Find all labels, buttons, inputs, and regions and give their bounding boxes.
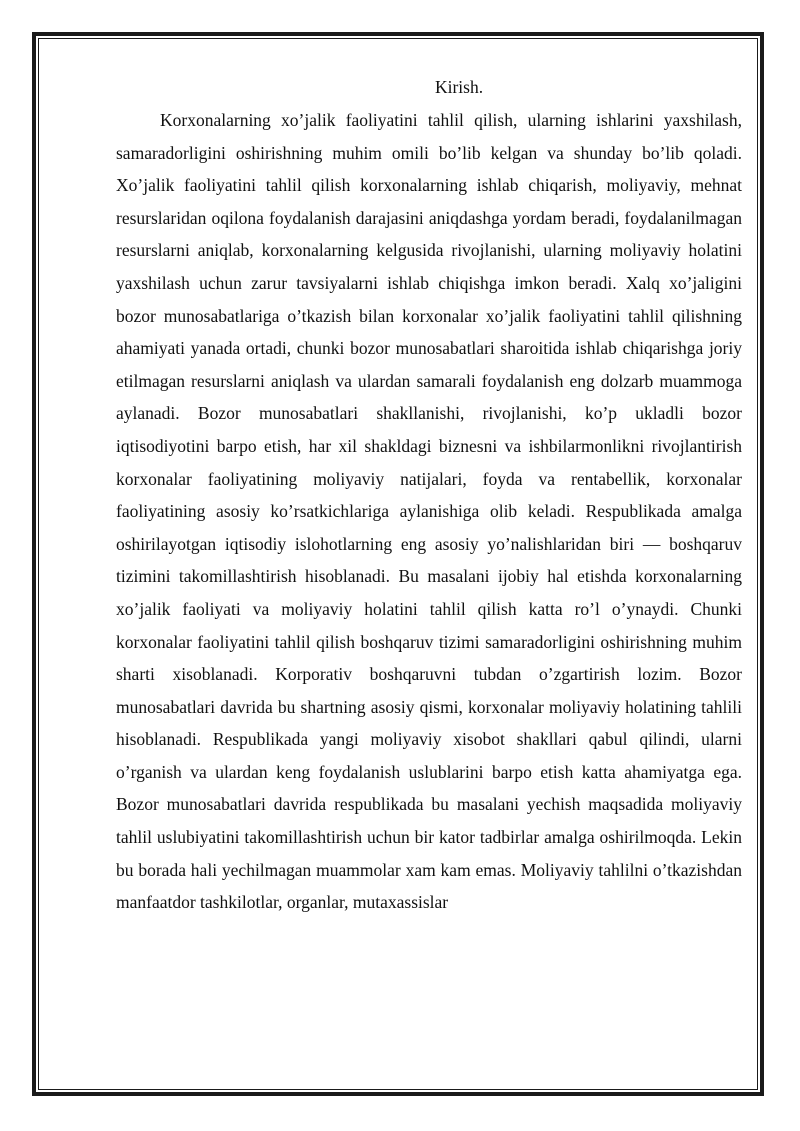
document-title: Kirish. — [434, 77, 484, 97]
document-body — [116, 70, 742, 919]
intro-paragraph: Korxonalarning xo’jalik faoliyatini tahlil qilish, ularning ishlarini yaxshilash, samaradorligini oshirishning muhim omili bo’lib kelgan va shunday bo’lib qoladi. Xo’jalik faoliyatini tahlil qilish korxonalarning ishlab chiqarish, moliyaviy, mehnat resurslaridan oqilona foydalanish darajasini aniqdashga yordam beradi, foydalanilmagan resurslarni aniqlab, korxonalarning kelgusida rivojlanishi, ularning moliyaviy holatini yaxshilash uchun zarur tavsiyalarni ishlab chiqishga imkon beradi. Xalq xo’jaligini bozor munosabatlariga o’tkazish bilan korxonalar xo’jalik faoliyatini tahlil qilishning ahamiyati yanada ortadi, chunki bozor munosabatlari sharoitida ishlab chiqarishga joriy etilmagan resurslarni aniqlash va ulardan samarali foydalanish eng dolzarb muammoga aylanadi. Bozor munosabatlari shakllanishi, rivojlanishi, ko’p ukladli bozor iqtisodiyotini barpo etish, har xil shakldagi biznesni va ishbilarmonlikni rivojlantirish korxonalar faoliyatining moliyaviy natijalari, foyda va rentabellik, korxonalar faoliyatining asosiy ko’rsatkichlariga aylanishiga olib keladi. Respublikada amalga oshirilayotgan iqtisodiy islohotlarning eng asosiy yo’nalishlaridan biri — boshqaruv tizimini takomillashtirish hisoblanadi. Bu masalani ijobiy hal etishda korxonalarning xo’jalik faoliyati va moliyaviy holatini tahlil qilish katta ro’l o’ynaydi. Chunki korxonalar faoliyatini tahlil qilish boshqaruv tizimi samaradorligini oshirishning muhim sharti xisoblanadi. Korporativ boshqaruvni tubdan o’zgartirish lozim. Bozor munosabatlari davrida bu shartning asosiy qismi, korxonalar moliyaviy holatining tahlili hisoblanadi. Respublikada yangi moliyaviy xisobot shakllari qabul qilindi, ularni o’rganish va ulardan keng foydalanish uslublarini barpo etish katta ahamiyatga ega. Bozor munosabatlari davrida respublikada bu masalani yechish maqsadida moliyaviy tahlil uslubiyatini takomillashtirish uchun bir kator tadbirlar amalga oshirilmoqda. Lekin bu borada hali yechilmagan muammolar xam kam emas. Moliyaviy tahlilni o’tkazishdan manfaatdor tashkilotlar, organlar, mutaxassislar — [116, 110, 742, 913]
